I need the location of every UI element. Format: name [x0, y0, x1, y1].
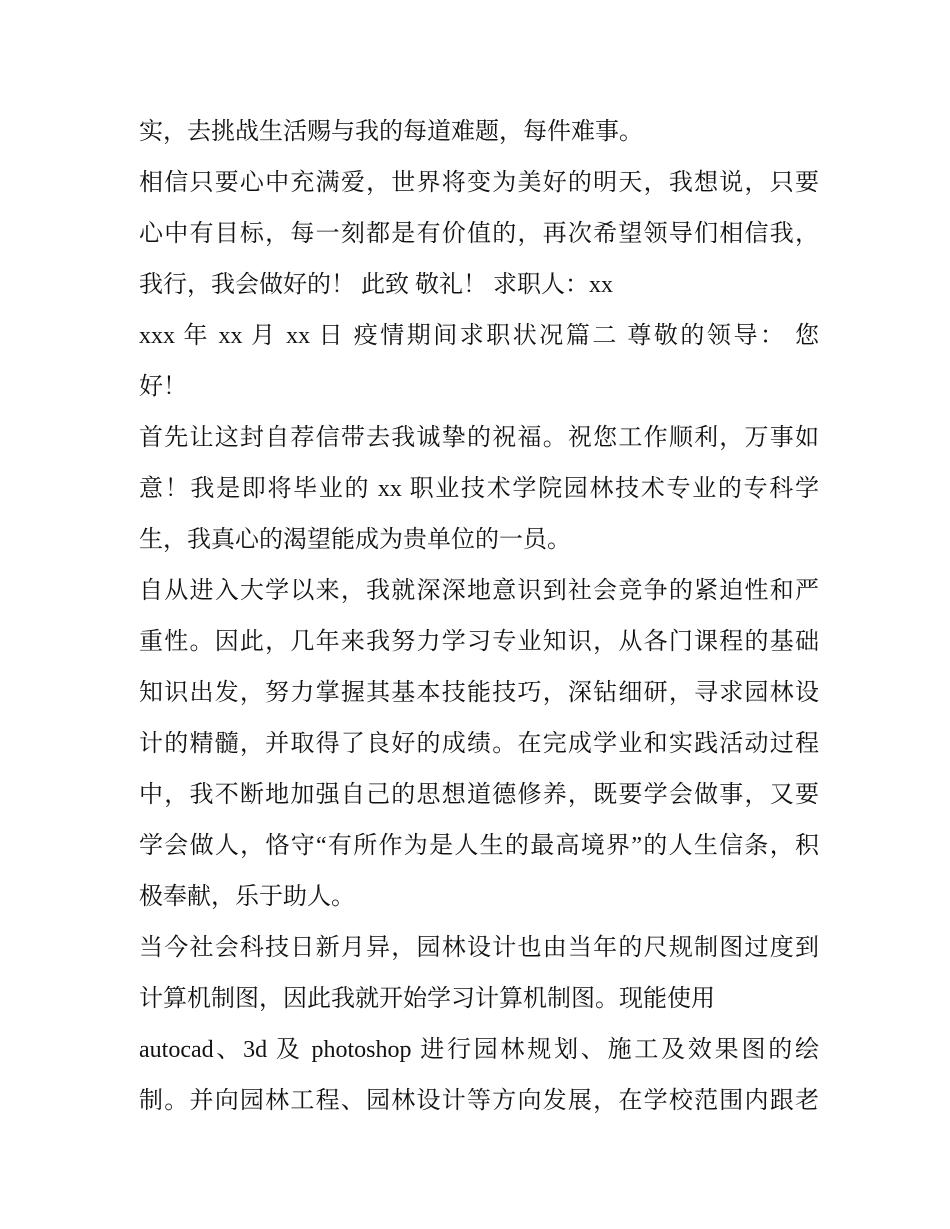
text-line: 中，我不断地加强自己的思想道德修养，既要学会做事，又要	[139, 782, 819, 808]
text-line: 自从进入大学以来，我就深深地意识到社会竞争的紧迫性和严	[139, 578, 819, 604]
text-line: 重性。因此，几年来我努力学习专业知识，从各门课程的基础	[139, 629, 819, 655]
text-line: xxx 年 xx 月 xx 日 疫情期间求职状况篇二 尊敬的领导： 您	[139, 323, 819, 349]
text-line: 相信只要心中充满爱，世界将变为美好的明天，我想说，只要	[139, 170, 819, 196]
text-line: 知识出发，努力掌握其基本技能技巧，深钻细研，寻求园林设	[139, 680, 819, 706]
text-line: 计算机制图，因此我就开始学习计算机制图。现能使用	[139, 986, 715, 1012]
text-line: 学会做人，恪守“有所作为是人生的最高境界”的人生信条，积	[139, 833, 819, 859]
text-line: 计的精髓，并取得了良好的成绩。在完成学业和实践活动过程	[139, 731, 819, 757]
text-line: 我行，我会做好的！ 此致 敬礼！ 求职人：xx	[139, 272, 613, 298]
text-line: 生，我真心的渴望能成为贵单位的一员。	[139, 527, 571, 553]
text-line: 极奉献，乐于助人。	[139, 884, 355, 910]
body-text	[139, 107, 819, 1127]
text-line: 心中有目标，每一刻都是有价值的，再次希望领导们相信我，	[139, 221, 819, 247]
text-line: 实，去挑战生活赐与我的每道难题，每件难事。	[139, 119, 643, 145]
text-line: 制。并向园林工程、园林设计等方向发展，在学校范围内跟老	[139, 1088, 819, 1114]
text-line: 好！	[139, 374, 187, 400]
text-line: 意！我是即将毕业的 xx 职业技术学院园林技术专业的专科学	[139, 476, 819, 502]
text-line: 当今社会科技日新月异，园林设计也由当年的尺规制图过度到	[139, 935, 819, 961]
text-line: autocad、3d 及 photoshop 进行园林规划、施工及效果图的绘	[139, 1037, 819, 1063]
text-line: 首先让这封自荐信带去我诚挚的祝福。祝您工作顺利，万事如	[139, 425, 819, 451]
